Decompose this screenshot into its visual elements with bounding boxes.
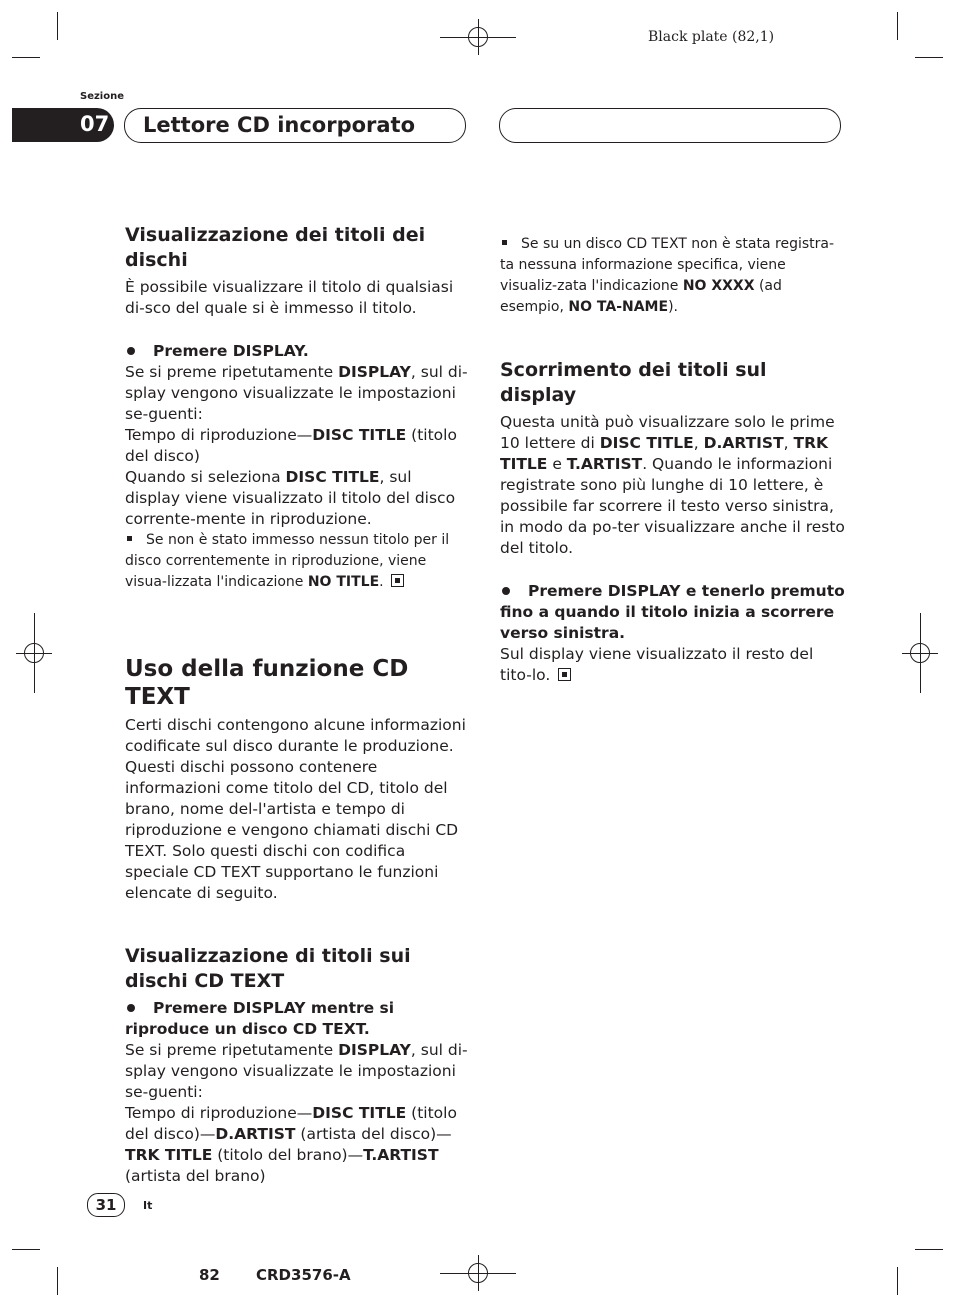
right-column: [500, 234, 845, 686]
registration-mark-bottom: [460, 1255, 496, 1291]
empty-header-box: [499, 108, 841, 143]
print-page-number: 82: [199, 1266, 220, 1284]
registration-mark-left: [16, 635, 52, 671]
scorrimento-paragraph: Questa unità può visualizzare solo le prime 10 lettere di DISC TITLE, D.ARTIST, TRK TITLE e T.ARTIST. Quando le informazioni registrate sono più lunghe di 10 lettere, è possibile far scorrere il testo verso sinistra, in modo da po-ter visualizzare anche il resto del titolo.: [500, 413, 845, 557]
heading-scorrimento: Scorrimento dei titoli sul display: [500, 359, 767, 406]
end-mark-icon: [558, 668, 571, 681]
sezione-label: Sezione: [80, 91, 125, 102]
note-no-title: Se non è stato immesso nessun titolo per il disco correntemente in riproduzione, viene visua-lizzata l'indicazione NO TITLE.: [125, 532, 450, 590]
cd-text-display-body: Se si preme ripetutamente DISPLAY, sul di-splay vengono visualizzate le impostazioni se-guenti: Tempo di riproduzione—DISC TITLE (titolo del disco)—D.ARTIST (artista del disco)—TRK TITLE (titolo del brano)—T.ARTIST (artista del brano): [125, 1041, 468, 1185]
section-number: 07: [80, 112, 110, 136]
heading-titoli-dischi: Visualizzazione dei titoli dei dischi: [125, 224, 426, 271]
plate-label: Black plate (82,1): [648, 29, 775, 45]
section-number-badge: [12, 108, 114, 142]
note-icon: [502, 240, 507, 245]
bullet-icon: [127, 347, 135, 355]
note-icon: [127, 536, 132, 541]
scroll-result: Sul display viene visualizzato il resto del tito-lo.: [500, 645, 814, 684]
model-code: CRD3576-A: [256, 1266, 351, 1284]
page-number: 31: [95, 1196, 117, 1214]
bullet-icon: [502, 587, 510, 595]
step-premere-display: Premere DISPLAY.: [125, 341, 470, 362]
page-number-badge: [87, 1193, 125, 1217]
section-title-box: [124, 108, 466, 143]
step-display-cd-text: Premere DISPLAY mentre si riproduce un disco CD TEXT.: [125, 999, 395, 1038]
bullet-icon: [127, 1004, 135, 1012]
registration-mark-right: [902, 635, 938, 671]
heading-titoli-cd-text: Visualizzazione di titoli sui dischi CD TEXT: [125, 945, 411, 992]
intro-paragraph: È possibile visualizzare il titolo di qualsiasi di-sco del quale si è immesso il titolo.: [125, 278, 454, 317]
registration-mark-top: [460, 19, 496, 55]
language-label: It: [143, 1199, 153, 1212]
display-body: Se si preme ripetutamente DISPLAY, sul di-splay vengono visualizzate le impostazioni se-guenti: Tempo di riproduzione—DISC TITLE (titolo del disco) Quando si seleziona DISC TITLE, sul display viene visualizzato il titolo del disco corrente-mente in riproduzione.: [125, 363, 468, 528]
section-title: Lettore CD incorporato: [143, 113, 416, 137]
left-column: [125, 223, 470, 1187]
cd-text-paragraph: Certi dischi contengono alcune informazioni codificate sul disco durante le produzione. Questi dischi possono contenere informazioni come titolo del CD, titolo del brano, nome del-l'artista e tempo di riproduzione e vengono chiamati dischi CD TEXT. Solo questi dischi con codifica speciale CD TEXT supportano le funzioni elencate di seguito.: [125, 716, 466, 902]
heading-cd-text: Uso della funzione CD TEXT: [125, 656, 409, 710]
note-no-xxxx: Se su un disco CD TEXT non è stata registra-ta nessuna informazione specifica, viene visualiz-zata l'indicazione NO XXXX (ad esempio, NO TA-NAME).: [500, 236, 835, 315]
end-mark-icon: [391, 574, 404, 587]
step-scroll: Premere DISPLAY e tenerlo premuto fino a quando il titolo inizia a scorrere verso sinistra.: [500, 582, 845, 642]
